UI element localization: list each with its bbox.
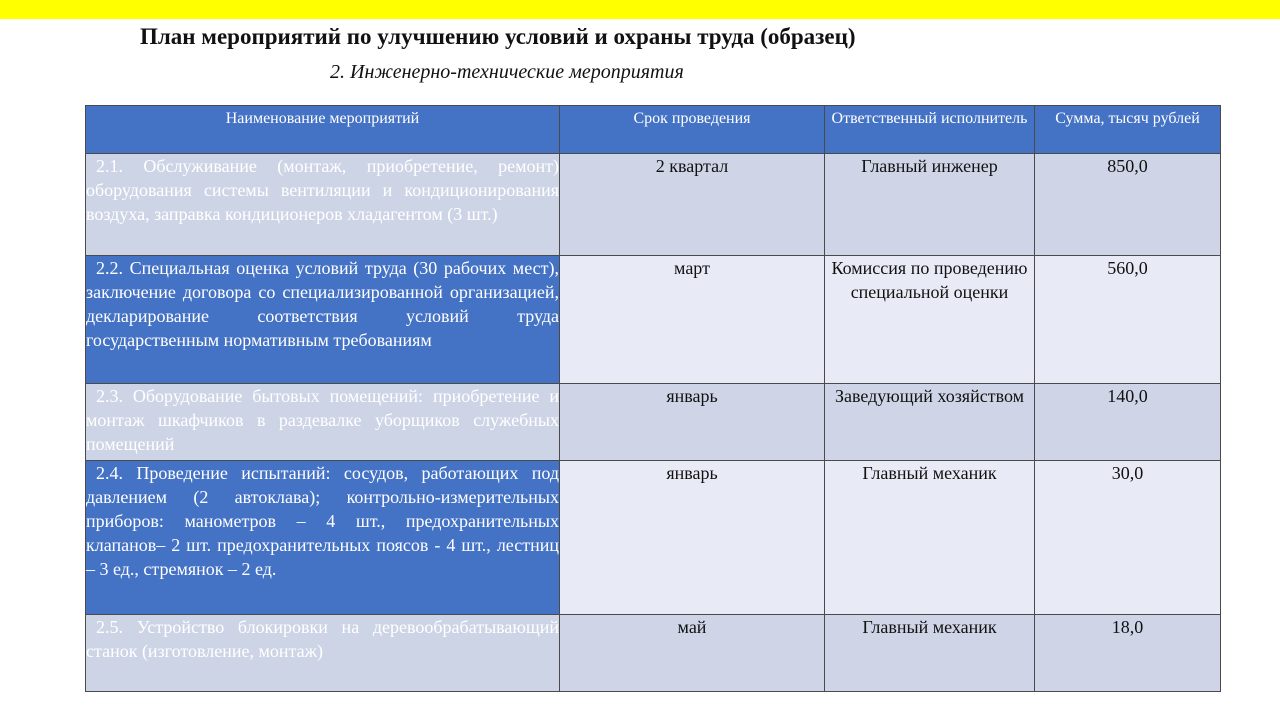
measure-name-text: 2.4. Проведение испытаний: сосудов, работающих под давлением (2 автоклава); контрольно-измерительных приборов: манометров – 4 шт., предохранительных клапанов– 2 шт. предохранительных поясов - 4 шт., лестниц – 3 ед., стремянок – 2 ед.	[86, 463, 559, 579]
table-row	[86, 384, 1221, 461]
measure-sum: 18,0	[1035, 615, 1221, 692]
measure-responsible: Главный механик	[825, 615, 1035, 692]
table-row	[86, 154, 1221, 256]
column-header-term: Срок проведения	[560, 106, 825, 154]
table-row	[86, 461, 1221, 615]
measure-responsible: Главный инженер	[825, 154, 1035, 256]
measure-name-text: 2.3. Оборудование бытовых помещений: приобретение и монтаж шкафчиков в раздевалке уборщиков служебных помещений	[86, 386, 559, 454]
table-header-row	[86, 106, 1221, 154]
measure-term: январь	[560, 384, 825, 461]
measure-term: май	[560, 615, 825, 692]
measure-term: 2 квартал	[560, 154, 825, 256]
measure-responsible: Комиссия по проведению специальной оценки	[825, 256, 1035, 384]
measure-name-text: 2.2. Специальная оценка условий труда (30 рабочих мест), заключение договора со специализированной организацией, декларирование соответствия условий труда государственным нормативным требованиям	[86, 258, 559, 350]
measures-table	[85, 105, 1221, 692]
measure-name-text: 2.5. Устройство блокировки на деревообрабатывающий станок (изготовление, монтаж)	[86, 617, 559, 661]
measure-name	[86, 461, 560, 615]
measure-term: март	[560, 256, 825, 384]
slide-subtitle: 2. Инженерно-технические мероприятия	[330, 61, 684, 83]
top-accent-bar	[0, 0, 1280, 19]
table-row	[86, 256, 1221, 384]
measure-name	[86, 384, 560, 461]
measure-name	[86, 154, 560, 256]
table-row	[86, 615, 1221, 692]
column-header-name: Наименование мероприятий	[86, 106, 560, 154]
measure-name	[86, 256, 560, 384]
measure-name	[86, 615, 560, 692]
measure-sum: 30,0	[1035, 461, 1221, 615]
measure-responsible: Заведующий хозяйством	[825, 384, 1035, 461]
measure-sum: 850,0	[1035, 154, 1221, 256]
measure-term: январь	[560, 461, 825, 615]
column-header-responsible: Ответственный исполнитель	[825, 106, 1035, 154]
measure-name-text: 2.1. Обслуживание (монтаж, приобретение, ремонт) оборудования системы вентиляции и кондиционирования воздуха, заправка кондиционеров хладагентом (3 шт.)	[86, 156, 559, 224]
measure-sum: 560,0	[1035, 256, 1221, 384]
measure-sum: 140,0	[1035, 384, 1221, 461]
measure-responsible: Главный механик	[825, 461, 1035, 615]
column-header-sum: Сумма, тысяч рублей	[1035, 106, 1221, 154]
slide-title: План мероприятий по улучшению условий и охраны труда (образец)	[140, 24, 856, 49]
